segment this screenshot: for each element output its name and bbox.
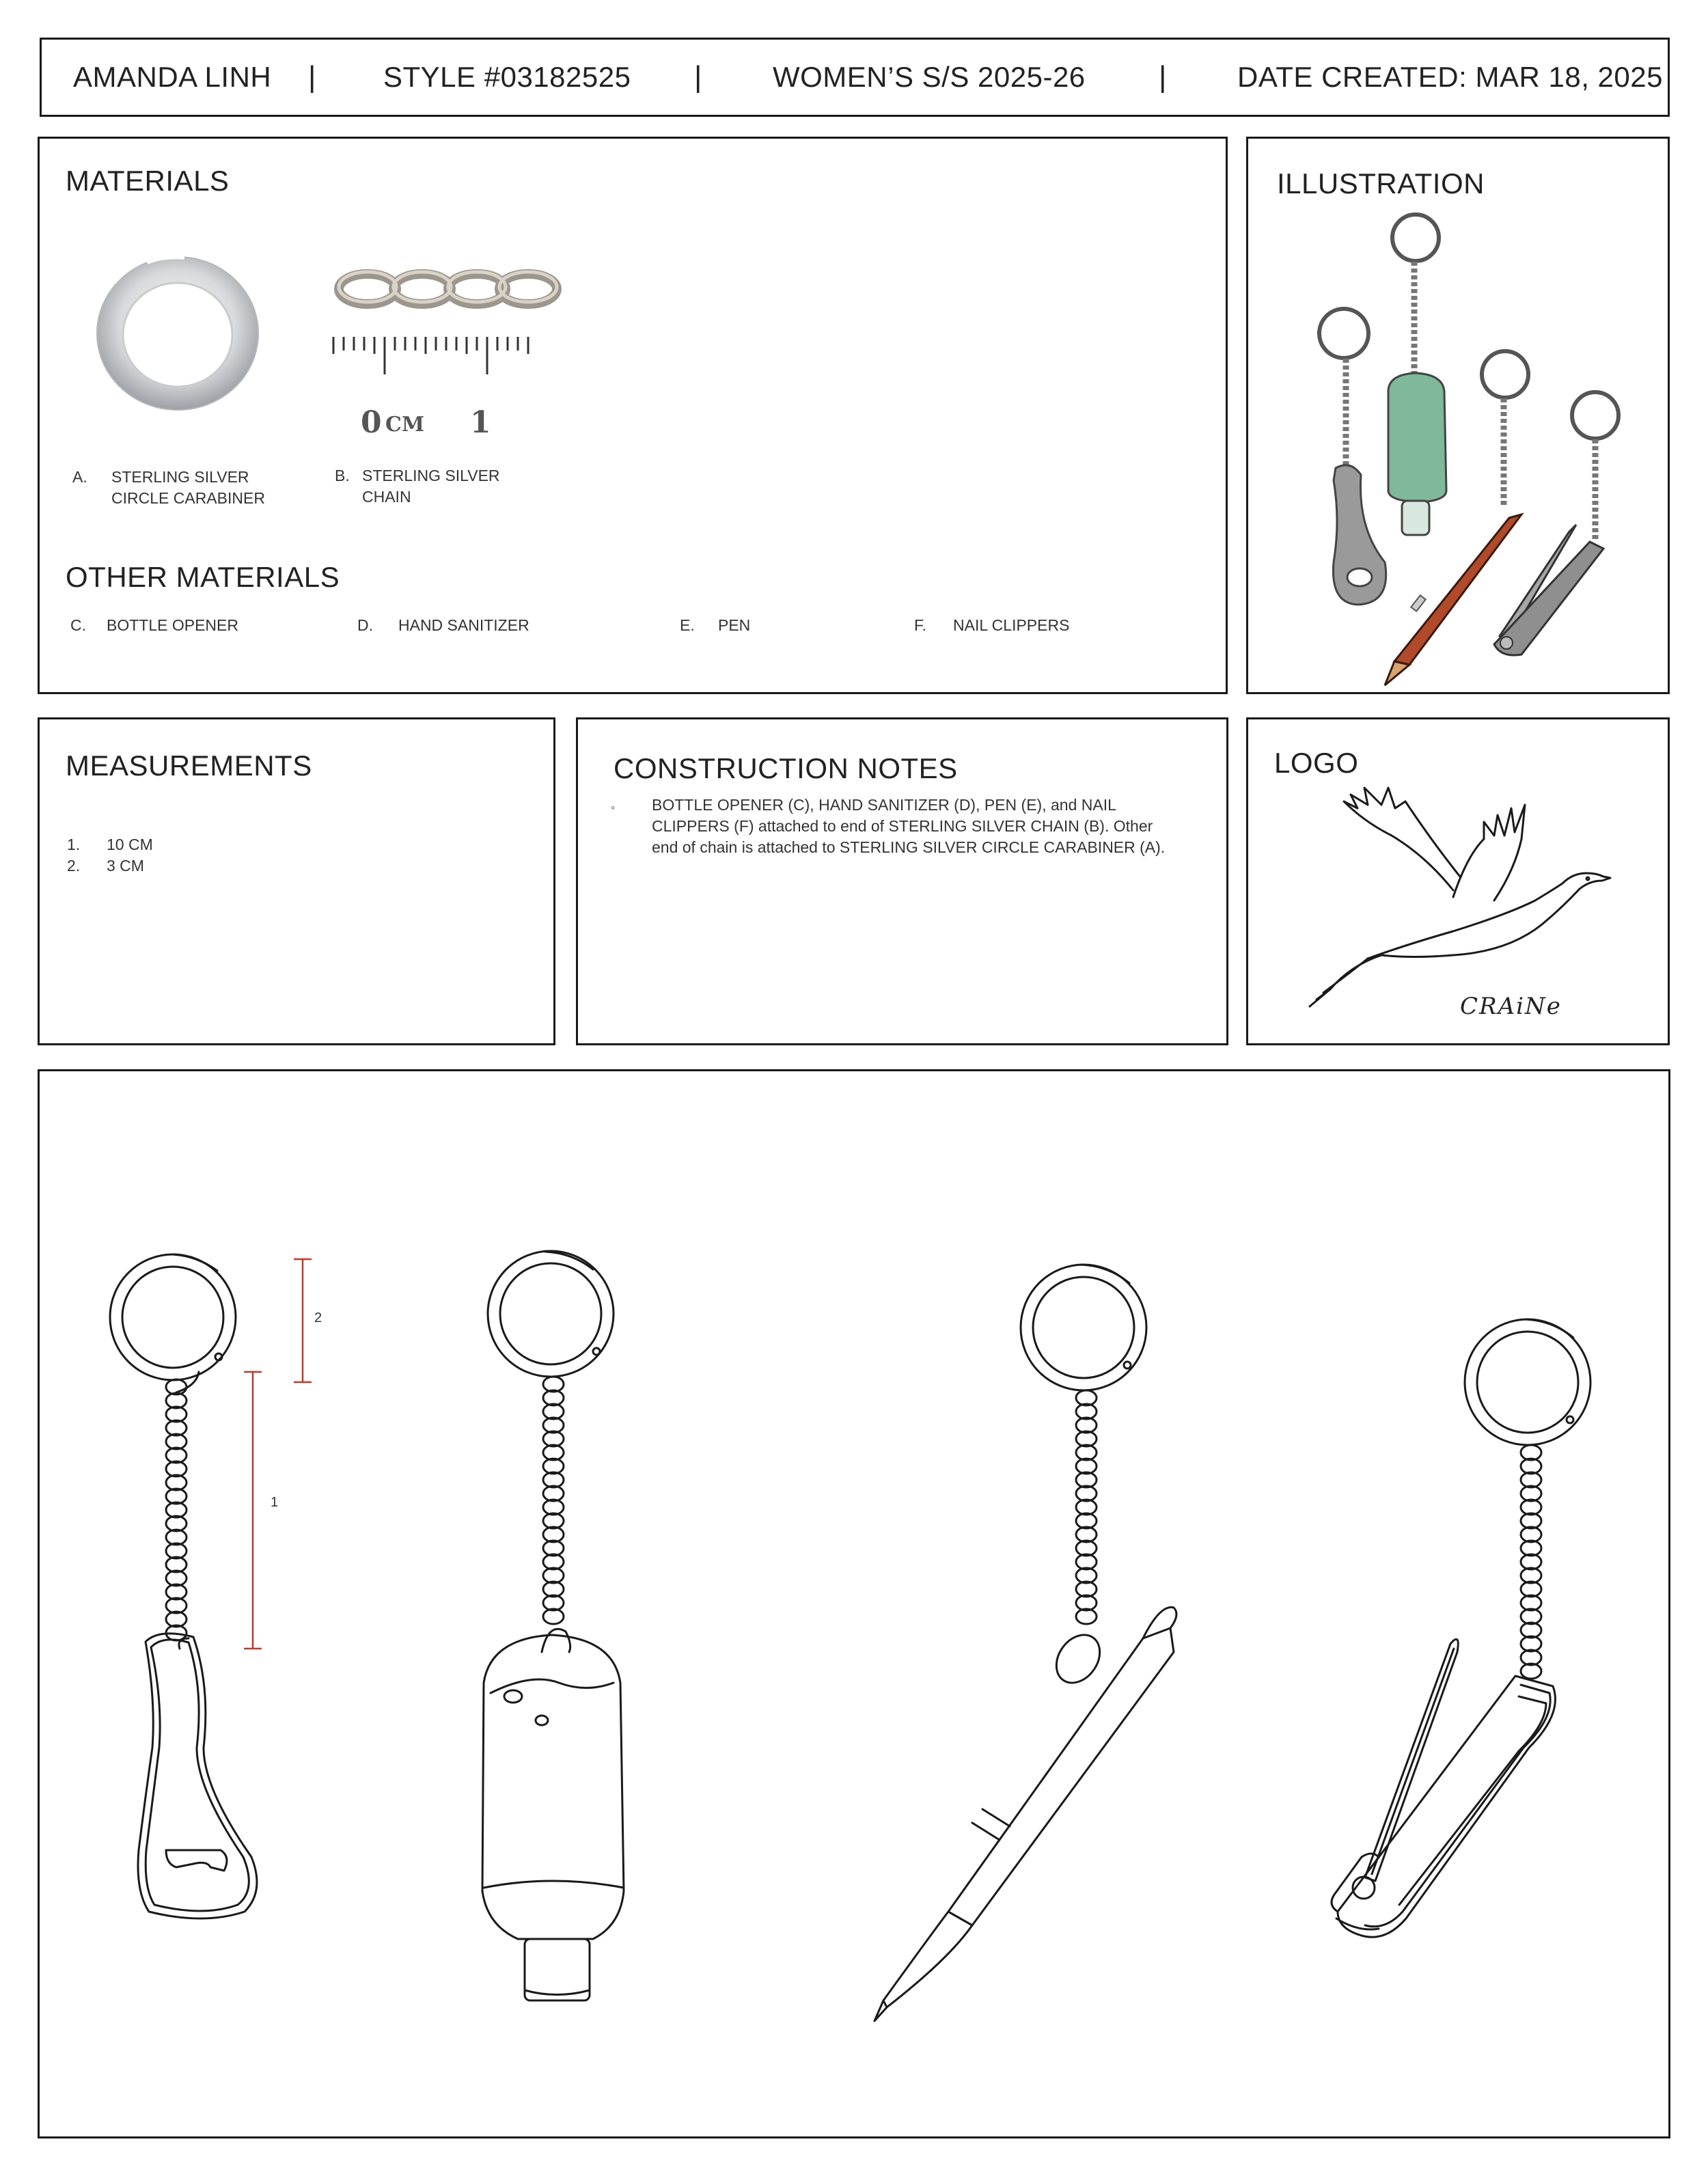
measurements-title: MEASUREMENTS	[66, 749, 312, 782]
measurement-value: 3 CM	[107, 857, 144, 875]
material-label-line: STERLING SILVER	[111, 468, 249, 486]
technical-drawing-panel	[38, 1069, 1670, 2138]
other-material-label: HAND SANITIZER	[398, 616, 529, 634]
ruler-unit: CM	[385, 413, 425, 437]
dimension-label-1: 1	[271, 1495, 279, 1510]
construction-note-line: end of chain is attached to STERLING SILVER CIRCLE CARABINER (A).	[652, 838, 1166, 856]
illustration-panel	[1246, 137, 1670, 694]
other-material-label: BOTTLE OPENER	[107, 616, 238, 634]
construction-notes-panel	[576, 717, 1228, 1045]
technical-flats	[40, 1071, 1672, 2141]
material-letter: E.	[680, 616, 695, 634]
construction-title: CONSTRUCTION NOTES	[614, 752, 958, 784]
sanitizer-flat	[482, 1251, 624, 2000]
date-created: DATE CREATED: MAR 18, 2025	[1237, 61, 1663, 93]
materials-panel	[38, 137, 1228, 694]
pen-flat	[874, 1265, 1176, 2021]
logo-panel	[1246, 717, 1670, 1045]
designer-name: AMANDA LINH	[73, 61, 272, 93]
header-bar	[40, 38, 1670, 117]
materials-title: MATERIALS	[66, 165, 230, 197]
clippers-flat	[1332, 1319, 1590, 1937]
measurements-panel	[38, 717, 555, 1045]
header-separator: |	[1159, 60, 1167, 94]
measurement-num: 2.	[67, 857, 81, 875]
ruler-one: 1	[470, 405, 491, 440]
other-materials-title: OTHER MATERIALS	[66, 561, 340, 593]
material-letter: D.	[357, 616, 373, 634]
season: WOMEN’S S/S 2025-26	[773, 61, 1086, 93]
chain-image	[330, 251, 549, 429]
bottle-opener-flat	[110, 1254, 312, 1918]
material-label-line: STERLING SILVER	[362, 467, 500, 484]
header-separator: |	[308, 60, 316, 94]
material-letter: F.	[914, 616, 926, 634]
construction-note-line: CLIPPERS (F) attached to end of STERLING SILVER CHAIN (B). Other	[652, 817, 1153, 835]
material-letter: A.	[72, 468, 87, 486]
other-material-label: NAIL CLIPPERS	[953, 616, 1070, 634]
material-label-line: CHAIN	[362, 488, 411, 506]
style-number: STYLE #03182525	[383, 61, 631, 93]
measurement-num: 1.	[67, 836, 81, 853]
ruler-zero: 0	[361, 405, 382, 440]
material-letter: B.	[335, 467, 350, 484]
illustration-title: ILLUSTRATION	[1277, 167, 1485, 199]
dimension-label-2: 2	[314, 1310, 322, 1325]
header-separator: |	[694, 60, 702, 94]
keychain-color-illustration	[1248, 139, 1672, 696]
other-material-label: PEN	[718, 616, 751, 634]
logo-signature: CRAiNe	[1460, 993, 1562, 1020]
material-label-line: CIRCLE CARABINER	[111, 489, 265, 507]
bottle-opener-colored	[1319, 309, 1386, 605]
construction-note-line: BOTTLE OPENER (C), HAND SANITIZER (D), PEN (E), and NAIL	[652, 796, 1116, 814]
measurement-value: 10 CM	[107, 836, 153, 853]
material-letter: C.	[70, 616, 86, 634]
sanitizer-colored	[1388, 215, 1446, 535]
logo-title: LOGO	[1274, 747, 1359, 779]
note-bullet: ◦	[611, 801, 616, 814]
carabiner-image	[82, 245, 273, 415]
